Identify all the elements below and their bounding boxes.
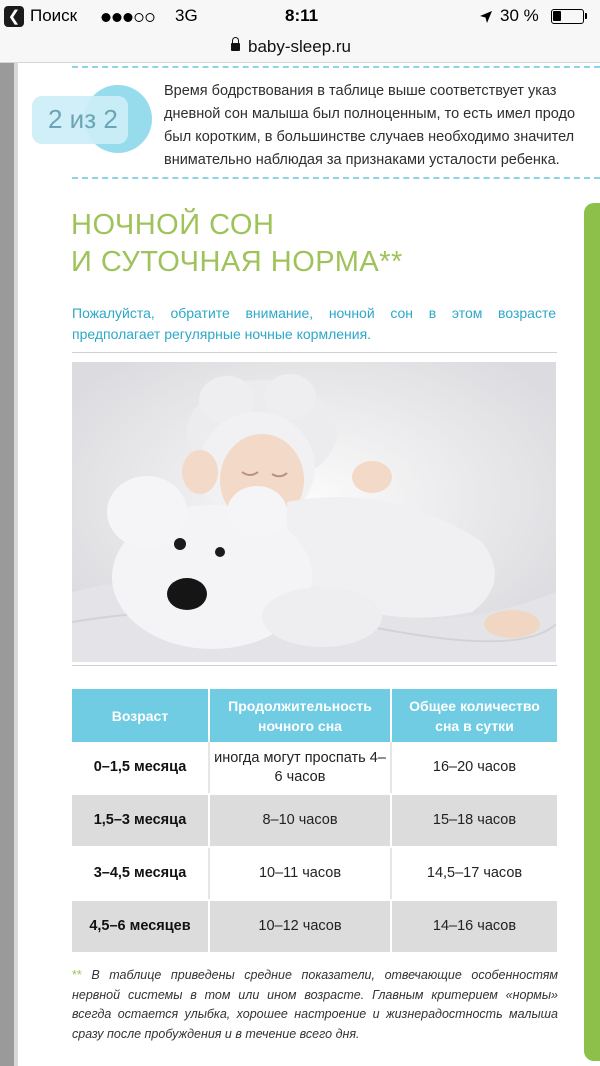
sleep-norms-table [72, 689, 557, 954]
night-sleep-cell: 10–12 часов [209, 900, 391, 953]
total-sleep-cell: 15–18 часов [391, 794, 557, 847]
url-text[interactable]: baby-sleep.ru [248, 37, 352, 56]
lock-icon [231, 43, 240, 51]
section-title-line: НОЧНОЙ СОН [71, 209, 275, 241]
back-to-app-label[interactable]: Поиск [30, 6, 78, 25]
top-dashed-divider [72, 66, 600, 68]
table-header-row [72, 689, 557, 742]
section-title-line: И СУТОЧНАЯ НОРМА** [71, 246, 403, 278]
age-cell: 3–4,5 месяца [72, 847, 209, 900]
night-sleep-cell: 8–10 часов [209, 794, 391, 847]
sleeping-baby-photo [72, 362, 556, 662]
intro-line: внимательно наблюдая за признаками усталости ребенка. [164, 152, 560, 168]
table-row [72, 900, 557, 953]
page-edge-highlight [14, 63, 18, 1066]
table-row [72, 742, 557, 794]
photo-bottom-divider [72, 665, 557, 666]
photo-top-divider [72, 352, 557, 353]
column-header-age: Возраст [72, 689, 209, 742]
footnote-text: В таблице приведены средние показатели, отвечающие особенностям нервной системы в том или ином возрасте. Главным критерием «нормы» всегда остается улыбка, хорошее настроение и жизнерадостность малыша сразу после пробуждения и в течение всего дня. [72, 968, 558, 1041]
column-header-total-sleep: Общее количество сна в сутки [391, 689, 557, 742]
status-bar [0, 0, 600, 34]
table-row [72, 847, 557, 900]
side-accent-bar [584, 203, 600, 1061]
age-cell: 4,5–6 месяцев [72, 900, 209, 953]
intro-line: дневной сон малыша был полноценным, то есть имел продо [164, 106, 576, 122]
total-sleep-cell: 14–16 часов [391, 900, 557, 953]
address-bar[interactable] [0, 34, 600, 63]
age-cell: 1,5–3 месяца [72, 794, 209, 847]
total-sleep-cell: 16–20 часов [391, 742, 557, 794]
clock: 8:11 [285, 6, 319, 25]
network-type: 3G [175, 6, 198, 25]
table-row [72, 794, 557, 847]
section-title [71, 207, 403, 281]
total-sleep-cell: 14,5–17 часов [391, 847, 557, 900]
battery-tip [585, 13, 587, 19]
battery-icon [551, 9, 584, 24]
intro-paragraph [164, 80, 600, 172]
signal-strength-icon [101, 12, 157, 23]
night-sleep-cell: иногда могут проспать 4–6 часов [209, 742, 391, 794]
intro-line: Время бодрствования в таблице выше соответствует указ [164, 83, 557, 99]
feeding-notice: Пожалуйста, обратите внимание, ночной сон в этом возрасте предполагает регулярные ночные кормления. [72, 305, 556, 342]
section-dashed-divider [72, 177, 600, 179]
table-footnote [72, 966, 558, 1044]
battery-percent: 30 % [500, 6, 539, 25]
night-sleep-cell: 10–11 часов [209, 847, 391, 900]
page-counter: 2 из 2 [48, 104, 118, 134]
age-cell: 0–1,5 месяца [72, 742, 209, 794]
intro-line: был коротким, в большинстве случаев необходимо значител [164, 129, 575, 145]
footnote-marker: ** [72, 968, 82, 982]
location-arrow-icon [479, 10, 493, 24]
column-header-night-sleep: Продолжительность ночного сна [209, 689, 391, 742]
back-arrow-icon[interactable]: ❮ [4, 6, 24, 27]
